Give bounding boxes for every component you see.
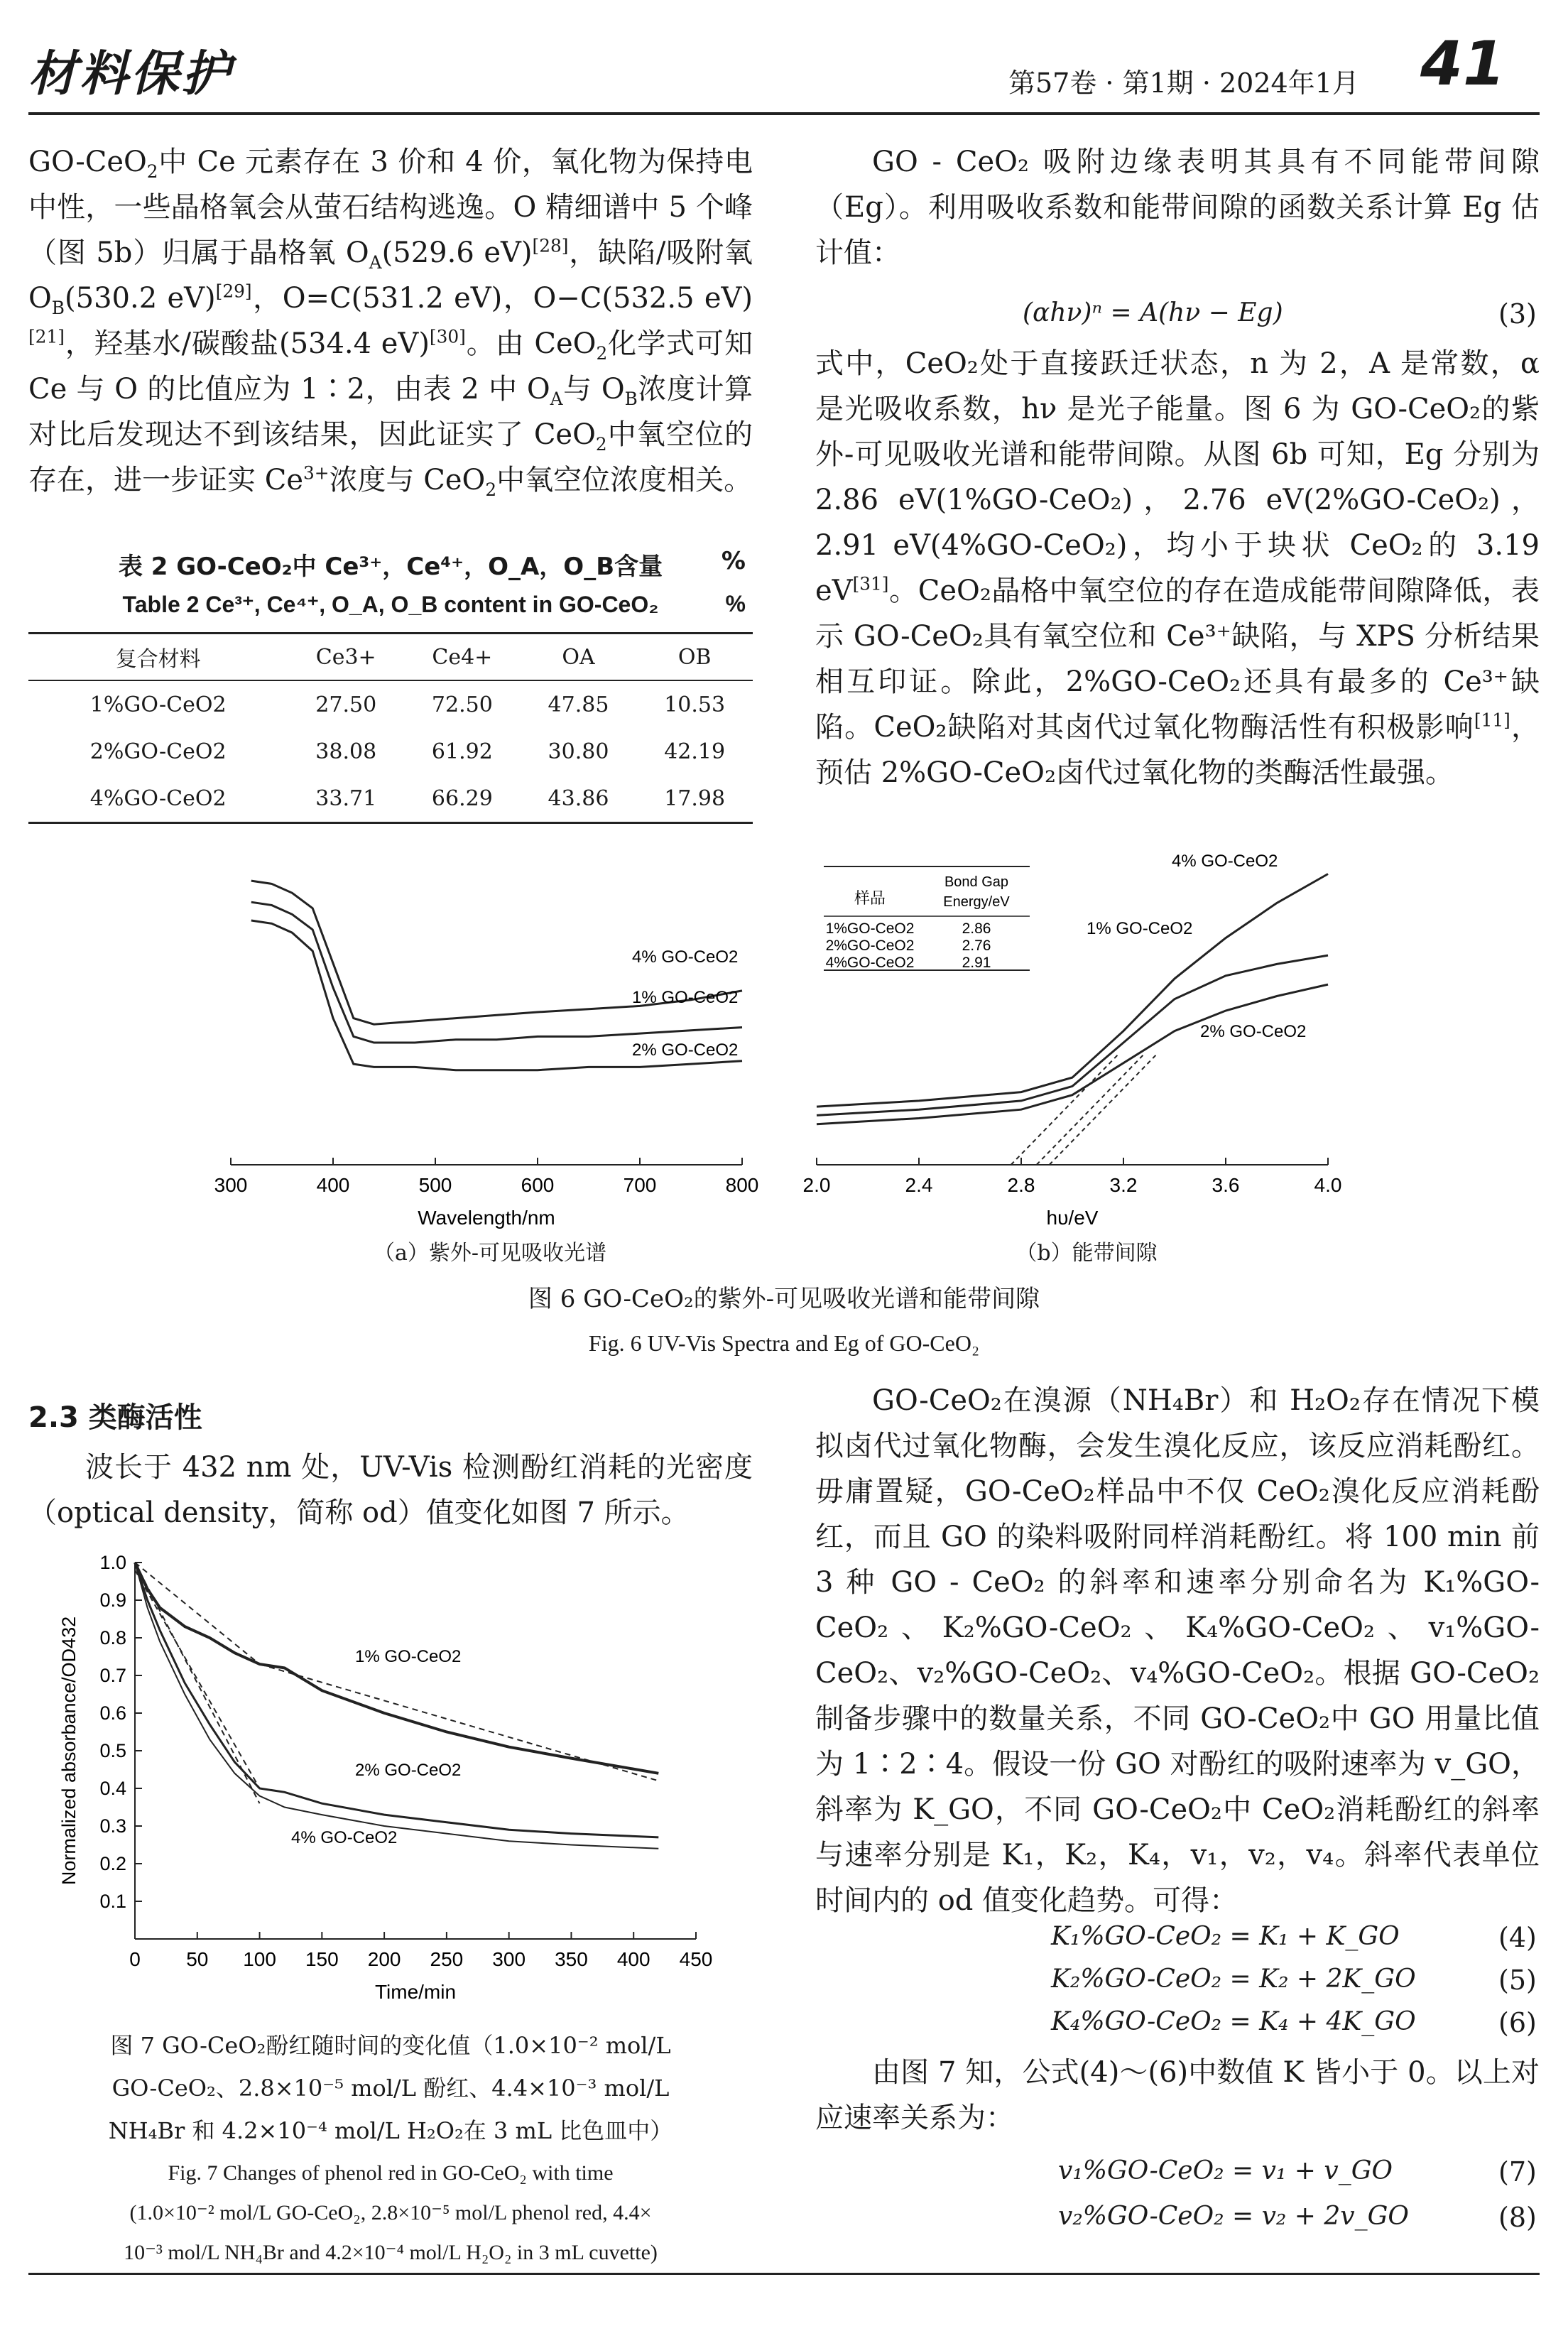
x-tick-label: 200 — [367, 1948, 401, 1970]
series-label: 2% GO-CeO2 — [1200, 1022, 1307, 1041]
equation-3-number: (3) — [1498, 298, 1537, 330]
equation-8: v₂%GO-CeO₂ = v₂ + 2v_GO — [1058, 2202, 1409, 2231]
x-tick-label: 300 — [214, 1174, 248, 1196]
equation-8-number: (8) — [1498, 2202, 1537, 2233]
series-label: 2% GO-CeO2 — [355, 1761, 462, 1780]
x-tick-label: 2.8 — [1007, 1174, 1035, 1196]
equation-4-number: (4) — [1498, 1922, 1537, 1953]
x-axis-label: Wavelength/nm — [418, 1207, 555, 1229]
journal-logo: 材料保护 — [28, 45, 234, 102]
series-label: 2% GO-CeO2 — [632, 1040, 739, 1060]
table-cell: 42.19 — [664, 739, 726, 764]
x-tick-label: 0 — [129, 1948, 141, 1970]
x-tick-label: 500 — [418, 1174, 452, 1196]
table-cell: 47.85 — [548, 692, 609, 717]
series-label: 1% GO-CeO2 — [355, 1647, 462, 1666]
table-cell: 61.92 — [431, 739, 493, 764]
section-paragraph: 波长于 432 nm 处，UV-Vis 检测酚红消耗的光密度（optical density，简称 od）值变化如图 7 所示。 — [28, 1451, 753, 1529]
table-cell: 66.29 — [404, 775, 521, 823]
table-cell: 2%GO-CeO2 — [89, 739, 227, 764]
x-tick-label: 800 — [725, 1174, 759, 1196]
fig7-caption-cn: 图 7 GO-CeO₂酚红随时间的变化值（1.0×10⁻² mol/L GO-CeO₂、2.8×10⁻⁵ mol/L 酚红、4.4×10⁻³ mol/L NH₄Br 和 4.2×10⁻⁴ mol/L H₂O₂在 3 mL 比色皿中） — [108, 2032, 673, 2144]
x-tick-label: 300 — [492, 1948, 526, 1970]
table-cell: 27.50 — [315, 692, 377, 717]
table2-title-en: Table 2 Ce³⁺, Ce⁴⁺, O_A, O_B content in GO-CeO₂ % — [122, 591, 746, 617]
x-tick-label: 350 — [555, 1948, 588, 1970]
inset-cell: 4%GO-CeO2 — [825, 955, 915, 971]
equation-3: (αhν)ⁿ = A(hν − Eg) — [1023, 298, 1283, 327]
x-tick-label: 3.2 — [1109, 1174, 1138, 1196]
series-label: 4% GO-CeO2 — [1172, 852, 1278, 871]
y-tick-label: 0.5 — [99, 1740, 126, 1761]
y-tick-label: 0.7 — [99, 1665, 126, 1686]
x-tick-label: 2.0 — [802, 1174, 831, 1196]
table-cell: 17.98 — [636, 775, 753, 823]
x-tick-label: 450 — [679, 1948, 713, 1970]
equation-6-number: (6) — [1498, 2007, 1537, 2038]
table-header-row — [28, 634, 753, 681]
equation-6: K₄%GO-CeO₂ = K₄ + 4K_GO — [1051, 2007, 1416, 2036]
x-tick-label: 400 — [616, 1948, 650, 1970]
y-tick-label: 1.0 — [99, 1552, 126, 1573]
tangent-line — [1011, 1054, 1118, 1165]
fig7-caption-en: Fig. 7 Changes of phenol red in GO-CeO₂ with time (1.0×10⁻² mol/L GO-CeO₂, 2.8×10⁻⁵ mol/L phenol red, 4.4× 10⁻³ mol/L NH₄Br and 4.2×10⁻⁴ mol/L H₂O₂ in 3 mL cuvette) — [124, 2161, 658, 2264]
y-tick-label: 0.2 — [99, 1853, 126, 1874]
series-label: 4% GO-CeO2 — [291, 1828, 398, 1847]
equation-5-number: (5) — [1498, 1965, 1537, 1996]
section-heading: 2.3 类酶活性 — [28, 1401, 202, 1434]
tangent-line — [1050, 1054, 1157, 1165]
series-line — [251, 902, 742, 1043]
fig6a-subcaption: （a）紫外-可见吸收光谱 — [373, 1241, 607, 1266]
y-tick-label: 0.4 — [99, 1778, 126, 1799]
y-axis-label: Normalized absorbance/OD432 — [58, 1616, 80, 1886]
fig6-caption-en: Fig. 6 UV-Vis Spectra and Eg of GO-CeO₂ — [588, 1330, 980, 1356]
footer-rule — [28, 2273, 1540, 2275]
table-row — [28, 775, 753, 823]
right-paragraph-4: 由图 7 知，公式(4)～(6)中数值 K 皆小于 0。以上对应速率关系为： — [815, 2056, 1540, 2134]
y-tick-label: 0.6 — [99, 1702, 126, 1724]
fig6-caption-cn: 图 6 GO-CeO₂的紫外-可见吸收光谱和能带间隙 — [528, 1285, 1040, 1313]
table-cell: 30.80 — [548, 739, 609, 764]
table-cell: 38.08 — [315, 739, 377, 764]
x-tick-label: 3.6 — [1212, 1174, 1240, 1196]
x-axis-label: Time/min — [374, 1981, 457, 2003]
table-row — [28, 728, 753, 775]
table-cell: 4%GO-CeO2 — [28, 775, 288, 823]
issue-info: 第57卷 · 第1期 · 2024年1月 — [1008, 67, 1359, 99]
table-row — [28, 680, 753, 728]
equation-5: K₂%GO-CeO₂ = K₂ + 2K_GO — [1051, 1965, 1416, 1994]
band-gap-chart — [802, 845, 1371, 1243]
y-tick-label: 0.8 — [99, 1627, 126, 1648]
inset-cell: 2.91 — [962, 955, 991, 971]
x-tick-label: 600 — [521, 1174, 555, 1196]
table-header: Ce3+ — [288, 634, 404, 681]
series-label: 1% GO-CeO2 — [632, 988, 739, 1007]
table-header: OB — [636, 634, 753, 681]
x-tick-label: 700 — [623, 1174, 657, 1196]
left-paragraph-1: GO-CeO$_2$中 Ce 元素存在 3 价和 4 价，氧化物为保持电中性，一些晶格氧会从萤石结构逃逸。O 精细谱中 5 个峰（图 5b）归属于晶格氧 $O_A(529.6$ eV)[28]，缺陷/吸附氧 $O_B(530.2$ eV)[29]，O=C(531.2 eV)，O−C(532.5 eV)[21]，羟基水/碳酸盐(534.4 eV)[30]。由 CeO$_2$化学式可知 Ce 与 O 的比值应为 1∶2，由表 2 中 $O_A$与 $O_B$浓度计算对比后发现达不到该结果，因此证实了 CeO$_2$中氧空位的存在，进一步证实 $Ce^{3+}$浓度与 CeO$_2$中氧空位浓度相关。 — [28, 146, 753, 500]
x-tick-label: 250 — [430, 1948, 464, 1970]
table-cell: 33.71 — [288, 775, 404, 823]
table2 — [28, 632, 753, 824]
inset-cell: 2.76 — [962, 938, 991, 954]
fit-line — [135, 1563, 260, 1803]
series-line — [135, 1563, 658, 1849]
inset-header: Energy/eV — [943, 894, 1010, 910]
table-header: OA — [521, 634, 637, 681]
table-cell: 10.53 — [664, 692, 726, 717]
page-number: 41 — [1420, 28, 1506, 99]
right-paragraph-2: 式中，CeO₂处于直接跃迁状态，n 为 2，A 是常数，α 是光吸收系数，hν 是光子能量。图 6 为 GO-CeO₂的紫外-可见吸收光谱和能带间隙。从图 6b 可知，Eg 分别为 2.86 eV(1%GO-CeO₂)，2.76 eV(2%GO-CeO₂)，2.91 eV(4%GO-CeO₂)，均小于块状 CeO₂的 3.19 eV[31]。CeO₂晶格中氧空位的存在造成能带间隙降低，表示 GO-CeO₂具有氧空位和 Ce³⁺缺陷，与 XPS 分析结果相互印证。除此，2%GO-CeO₂还具有最多的 Ce³⁺缺陷。CeO₂缺陷对其卤代过氧化物酶活性有积极影响[11]，预估 2%GO-CeO₂卤代过氧化物的类酶活性最强。 — [815, 347, 1540, 789]
fig6b-subcaption: （b）能带间隙 — [1016, 1241, 1158, 1266]
x-tick-label: 50 — [186, 1948, 209, 1970]
y-tick-label: 0.3 — [99, 1815, 126, 1837]
table2-title-cn: 表 2 GO-CeO₂中 Ce³⁺，Ce⁴⁺，O_A，O_B含量 % — [118, 547, 746, 581]
equation-7: v₁%GO-CeO₂ = v₁ + v_GO — [1058, 2156, 1393, 2185]
x-tick-label: 150 — [305, 1948, 339, 1970]
x-axis-label: hυ/eV — [1046, 1207, 1099, 1229]
inset-cell: 2.86 — [962, 920, 991, 937]
inset-header: Bond Gap — [944, 874, 1009, 890]
series-line — [135, 1563, 658, 1773]
inset-cell: 2%GO-CeO2 — [825, 938, 915, 954]
table-cell: 43.86 — [521, 775, 637, 823]
x-tick-label: 4.0 — [1314, 1174, 1342, 1196]
table-cell: 72.50 — [431, 692, 493, 717]
series-line — [135, 1563, 658, 1837]
x-tick-label: 100 — [243, 1948, 276, 1970]
phenol-red-time-chart — [57, 1548, 753, 2017]
series-label: 4% GO-CeO2 — [632, 947, 739, 967]
y-tick-label: 0.9 — [99, 1590, 126, 1611]
eg-intro: GO - CeO₂ 吸附边缘表明其具有不同能带间隙（Eg）。利用吸收系数和能带间隙的函数关系计算 Eg 估计值： — [815, 146, 1540, 269]
equation-7-number: (7) — [1498, 2156, 1537, 2188]
right-paragraph-1 — [815, 139, 1540, 276]
series-label: 1% GO-CeO2 — [1087, 919, 1193, 938]
table-cell: 1%GO-CeO2 — [89, 692, 227, 717]
header-rule — [28, 112, 1540, 115]
inset-header: 样品 — [854, 889, 886, 907]
uv-vis-spectra-chart — [199, 845, 767, 1243]
x-tick-label: 2.4 — [905, 1174, 933, 1196]
fit-line — [135, 1570, 260, 1788]
equation-4: K₁%GO-CeO₂ = K₁ + K_GO — [1051, 1922, 1400, 1951]
table-header: Ce4+ — [404, 634, 521, 681]
x-tick-label: 400 — [316, 1174, 350, 1196]
series-line — [817, 874, 1328, 1107]
inset-cell: 1%GO-CeO2 — [825, 920, 915, 937]
table-header: 复合材料 — [28, 634, 288, 681]
right-paragraph-3: GO-CeO₂在溴源（NH₄Br）和 H₂O₂存在情况下模拟卤代过氧化物酶，会发生溴化反应，该反应消耗酚红。毋庸置疑，GO-CeO₂样品中不仅 CeO₂溴化反应消耗酚红，而且 GO 的染料吸附同样消耗酚红。将 100 min 前 3 种 GO - CeO₂ 的斜率和速率分别命名为 K₁%GO-CeO₂、K₂%GO-CeO₂、K₄%GO-CeO₂、v₁%GO-CeO₂、v₂%GO-CeO₂、v₄%GO-CeO₂。根据 GO-CeO₂制备步骤中的数量关系，不同 GO-CeO₂中 GO 用量比值为 1∶2∶4。假设一份 GO 对酚红的吸附速率为 v_GO，斜率为 K_GO，不同 GO-CeO₂中 CeO₂消耗酚红的斜率与速率分别是 K₁，K₂，K₄，v₁，v₂，v₄。斜率代表单位时间内的 od 值变化趋势。可得： — [815, 1384, 1540, 1917]
y-tick-label: 0.1 — [99, 1891, 126, 1912]
